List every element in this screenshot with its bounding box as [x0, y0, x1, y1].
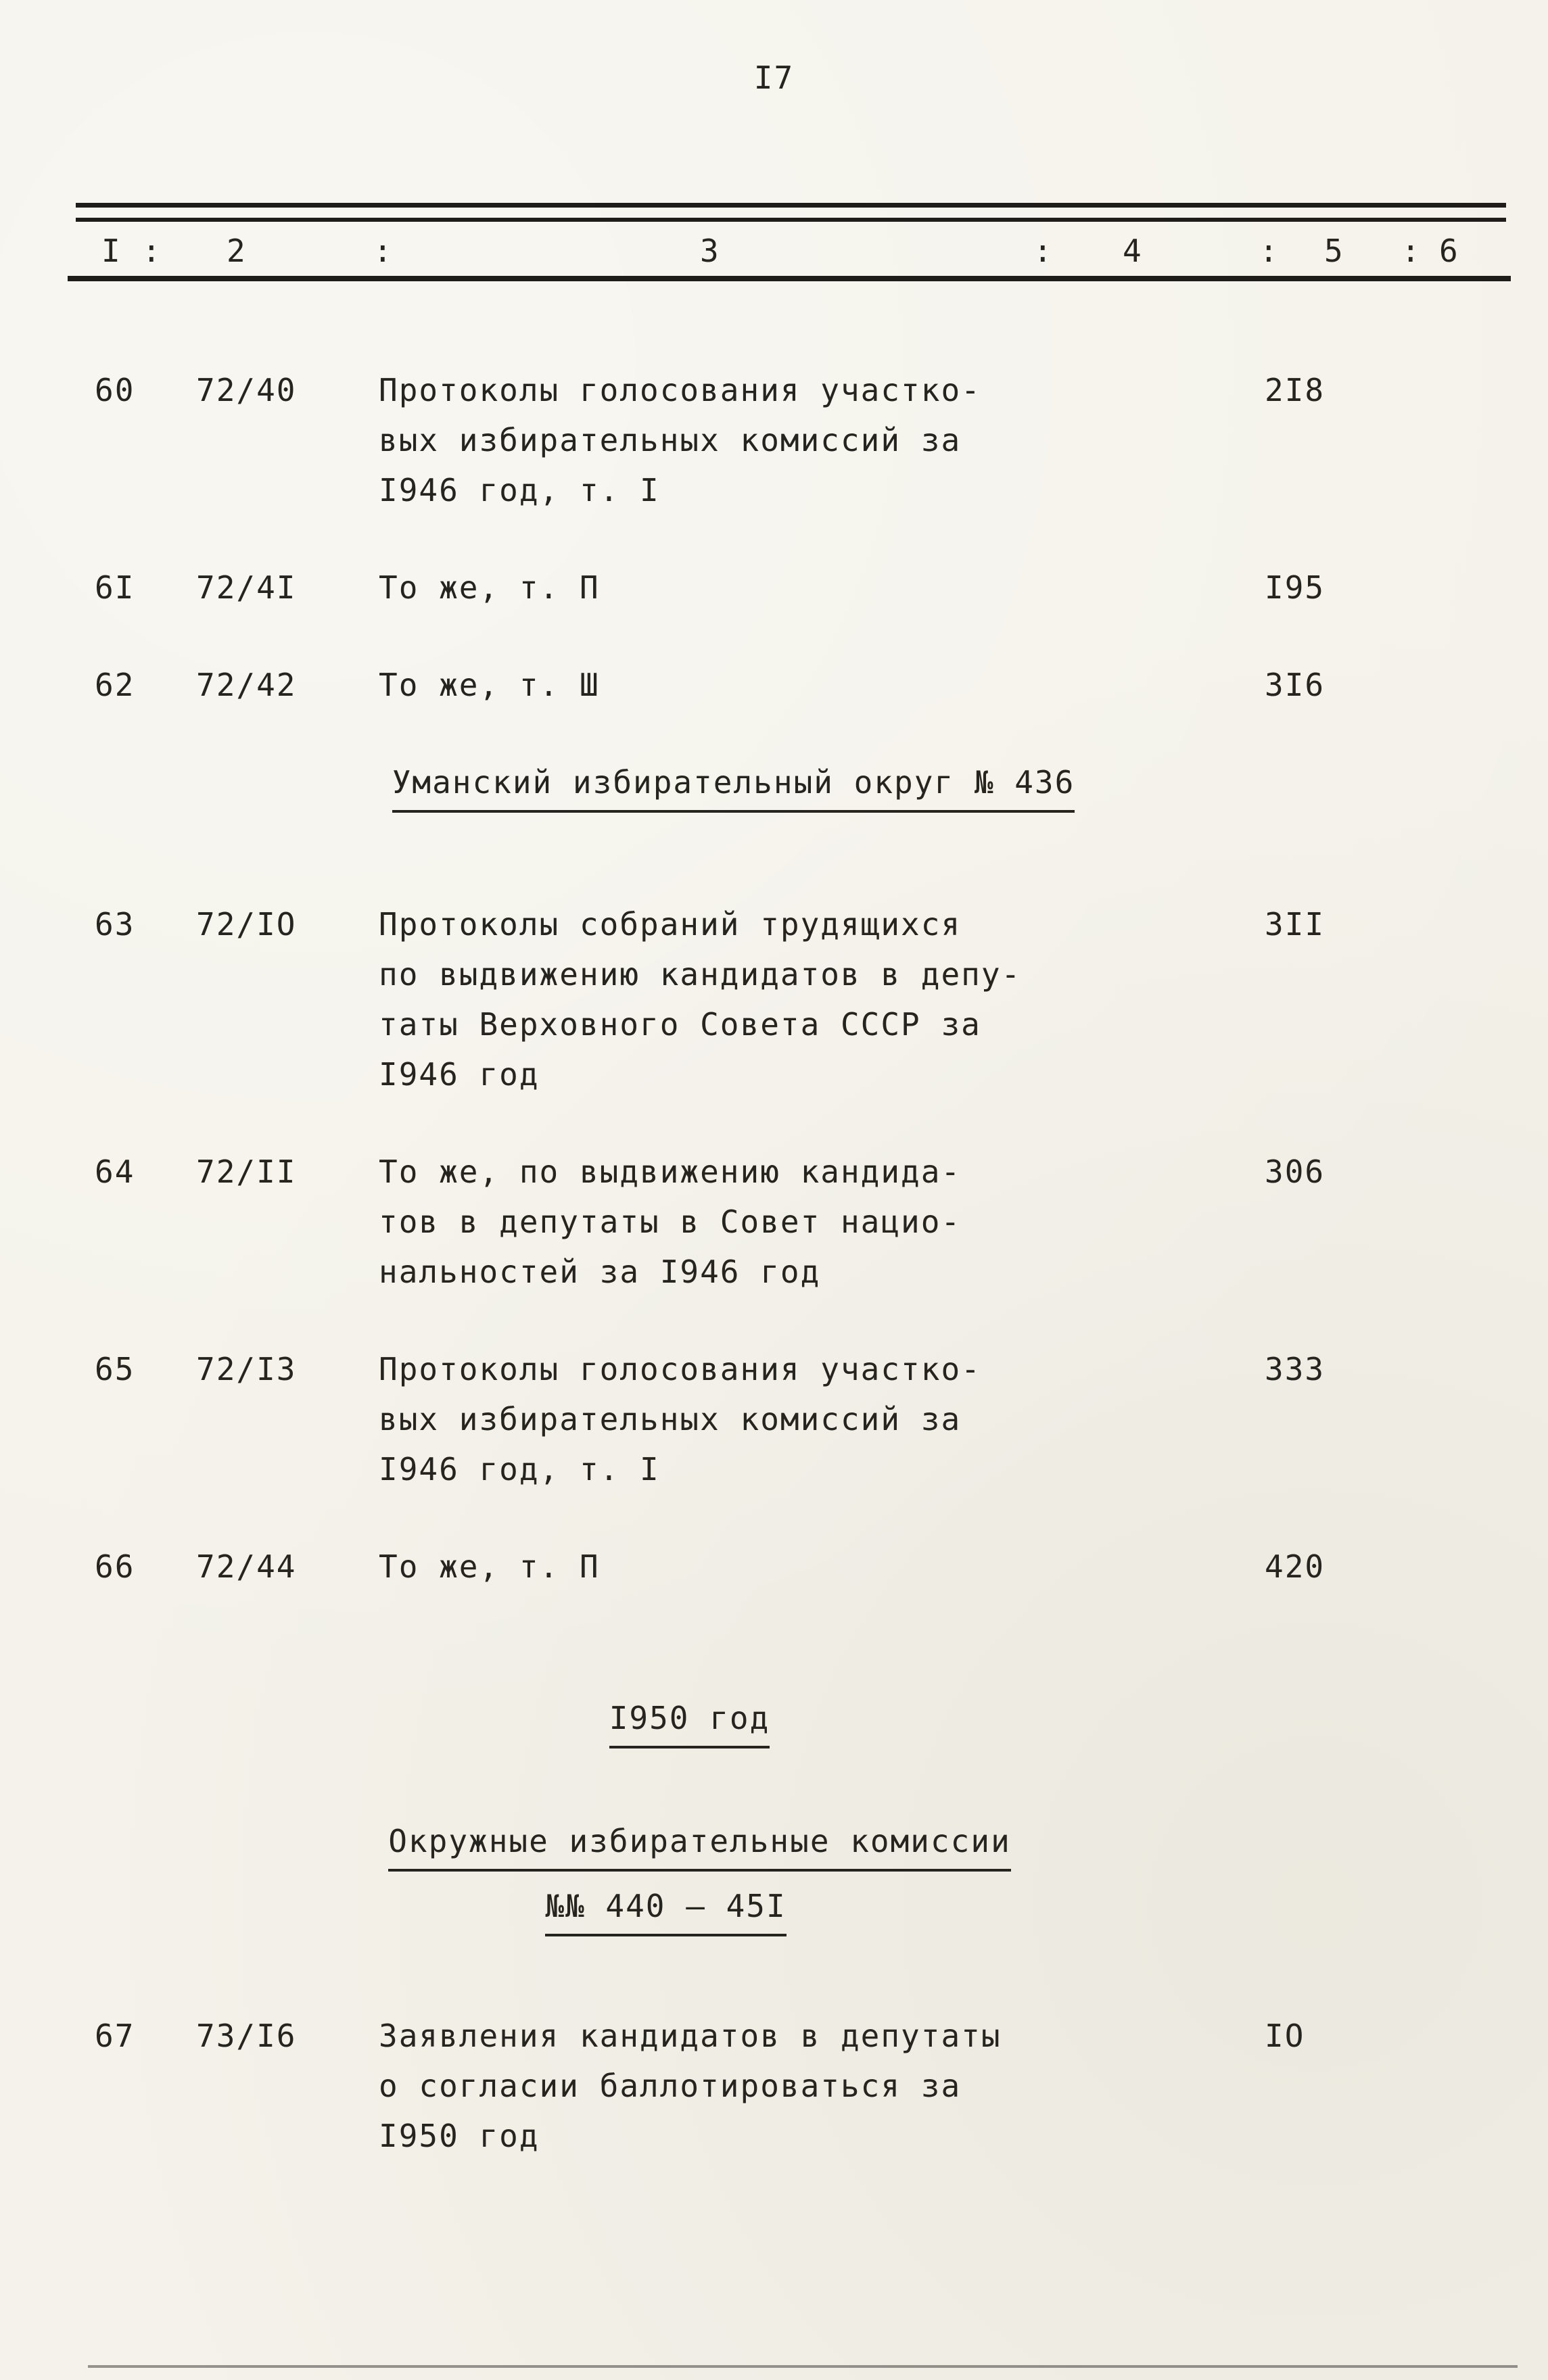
section-heading-okr-commissions: Окружные избирательные комиссии — [388, 1816, 1011, 1872]
column-separator: : — [1033, 233, 1054, 269]
archive-code-cell: 72/IO — [196, 906, 297, 943]
column-header-4: 4 — [1123, 233, 1143, 269]
section-heading-wrap — [0, 1693, 1379, 1748]
description-line: тов в депутаты в Совет нацио- — [379, 1204, 962, 1240]
description-line: нальностей за I946 год — [379, 1254, 821, 1290]
description-line: о согласии баллотироваться за — [379, 2068, 962, 2104]
row-number-cell: 67 — [95, 2018, 135, 2054]
page-count-cell: 420 — [1265, 1548, 1326, 1585]
description-line: по выдвижению кандидатов в депу- — [379, 956, 1022, 993]
column-separator: : — [373, 233, 394, 269]
page-count-cell: IO — [1265, 2018, 1305, 2054]
row-number-cell: 63 — [95, 906, 135, 943]
row-number-cell: 6I — [95, 569, 135, 606]
row-number-cell: 64 — [95, 1153, 135, 1190]
description-line: То же, т. П — [379, 569, 600, 606]
row-number-cell: 66 — [95, 1548, 135, 1585]
description-line: То же, т. Ш — [379, 667, 600, 703]
archive-code-cell: 73/I6 — [196, 2018, 297, 2054]
archive-code-cell: 72/II — [196, 1153, 297, 1190]
page-number: I7 — [753, 60, 795, 96]
description-line: I946 год, т. I — [379, 1451, 660, 1488]
column-header-2: 2 — [227, 233, 247, 269]
description-cell — [379, 563, 1251, 613]
table-header — [0, 224, 1548, 272]
section-heading-wrap — [0, 757, 1467, 813]
description-line: I950 год — [379, 2118, 540, 2154]
description-line: I946 год, т. I — [379, 472, 660, 508]
table-row — [0, 1542, 1548, 1592]
section-heading-year-1950: I950 год — [609, 1693, 770, 1748]
description-line: вых избирательных комиссий за — [379, 1401, 962, 1437]
column-separator: : — [1401, 233, 1422, 269]
page-count-cell: 306 — [1265, 1153, 1326, 1190]
description-line: Протоколы собраний трудящихся — [379, 906, 962, 943]
table-top-rule-upper — [76, 203, 1506, 208]
row-number-cell: 62 — [95, 667, 135, 703]
table-top-rule-lower — [76, 218, 1506, 222]
description-line: Заявления кандидатов в депутаты — [379, 2018, 1002, 2054]
table-body — [0, 365, 1548, 2208]
column-header-6: 6 — [1439, 233, 1459, 269]
description-cell — [379, 2011, 1251, 2161]
column-header-1: I — [101, 233, 122, 269]
column-separator: : — [1259, 233, 1280, 269]
table-row — [0, 1344, 1548, 1494]
archive-code-cell: 72/I3 — [196, 1351, 297, 1387]
row-number-cell: 65 — [95, 1351, 135, 1387]
section-heading-wrap — [0, 1816, 1399, 1872]
description-line: То же, т. П — [379, 1548, 600, 1585]
section-heading-okr-numbers: №№ 440 – 45I — [545, 1881, 786, 1936]
table-row — [0, 1147, 1548, 1297]
description-cell — [379, 1344, 1251, 1494]
column-header-3: 3 — [700, 233, 720, 269]
page-count-cell: 3I6 — [1265, 667, 1326, 703]
column-separator: : — [142, 233, 162, 269]
description-line: Протоколы голосования участко- — [379, 372, 981, 408]
description-line: I946 год — [379, 1056, 540, 1093]
archive-code-cell: 72/44 — [196, 1548, 297, 1585]
row-number-cell: 60 — [95, 372, 135, 408]
section-heading-uman-district: Уманский избирательный округ № 436 — [392, 757, 1075, 813]
description-cell — [379, 365, 1251, 515]
description-cell — [379, 660, 1251, 710]
description-cell — [379, 1147, 1251, 1297]
archive-code-cell: 72/4I — [196, 569, 297, 606]
section-heading-wrap — [0, 1881, 1332, 1936]
page-count-cell: 333 — [1265, 1351, 1326, 1387]
page-count-cell: 3II — [1265, 906, 1326, 943]
table-row — [0, 2011, 1548, 2161]
description-cell — [379, 899, 1251, 1099]
description-line: То же, по выдвижению кандида- — [379, 1153, 962, 1190]
table-row — [0, 365, 1548, 515]
description-line: Протоколы голосования участко- — [379, 1351, 981, 1387]
column-header-5: 5 — [1324, 233, 1344, 269]
description-line: вых избирательных комиссий за — [379, 422, 962, 458]
page-bottom-scan-line — [88, 2365, 1518, 2368]
table-row — [0, 563, 1548, 613]
description-line: таты Верховного Совета СССР за — [379, 1006, 981, 1043]
description-cell — [379, 1542, 1251, 1592]
table-row — [0, 899, 1548, 1099]
page-count-cell: I95 — [1265, 569, 1326, 606]
page-count-cell: 2I8 — [1265, 372, 1326, 408]
archive-code-cell: 72/42 — [196, 667, 297, 703]
archive-code-cell: 72/40 — [196, 372, 297, 408]
table-header-bottom-rule — [68, 276, 1511, 281]
table-row — [0, 660, 1548, 710]
